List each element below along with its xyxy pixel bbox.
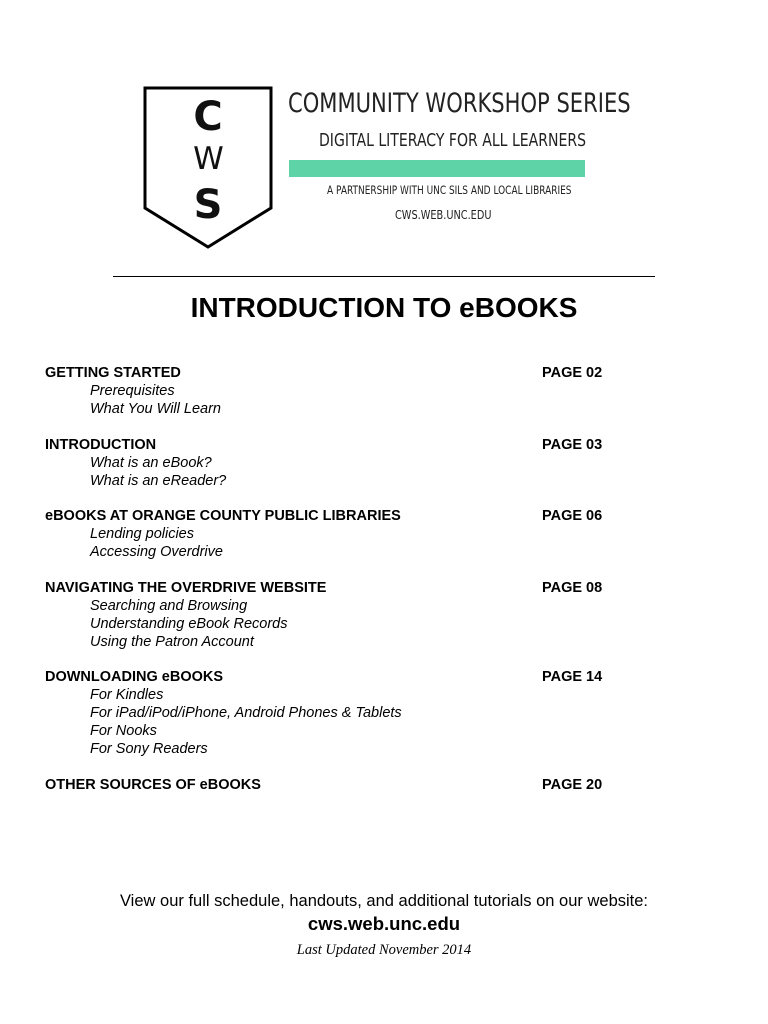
toc-section	[45, 507, 625, 561]
partner-line: A PARTNERSHIP WITH UNC SILS AND LOCAL LIBRARIES	[327, 183, 572, 197]
last-updated: Last Updated November 2014	[296, 942, 472, 958]
toc-section-header	[45, 507, 625, 525]
toc-subtopic: What is an eReader?	[90, 472, 227, 489]
toc-section	[45, 668, 625, 758]
series-subtitle: DIGITAL LITERACY FOR ALL LEARNERS	[319, 130, 587, 151]
cws-logo-letters	[143, 0, 273, 260]
toc-section-title: DOWNLOADING eBOOKS	[45, 669, 224, 685]
toc-subtopic: What You Will Learn	[90, 401, 221, 417]
logo-letter-c: C	[193, 94, 223, 140]
footer-text: View our full schedule, handouts, and additional tutorials on our website:	[119, 892, 649, 910]
toc-section-header	[45, 776, 625, 794]
header-divider	[113, 276, 655, 277]
toc-subtopic: Prerequisites	[90, 383, 175, 399]
toc-subtopic: What is an eBook?	[90, 454, 212, 471]
toc-section-title: GETTING STARTED	[45, 365, 181, 381]
toc-subtopic: Lending policies	[90, 526, 194, 542]
toc-page-number: PAGE 20	[542, 776, 603, 793]
toc-subtopic: For Nooks	[90, 723, 157, 739]
toc-section-header	[45, 579, 625, 597]
toc-section-title: INTRODUCTION	[45, 436, 157, 453]
series-title: COMMUNITY WORKSHOP SERIES	[288, 88, 631, 119]
toc-section-title: OTHER SOURCES OF eBOOKS	[45, 776, 261, 793]
toc-section	[45, 776, 625, 794]
toc-section-header	[45, 668, 625, 686]
toc-section	[45, 579, 625, 651]
logo-letter-s: S	[193, 182, 223, 228]
toc-page-number: PAGE 02	[542, 365, 603, 381]
toc-page-number: PAGE 08	[542, 579, 603, 596]
toc-subtopic: Searching and Browsing	[90, 597, 248, 614]
toc-subtopic: For iPad/iPod/iPhone, Android Phones & Tablets	[90, 705, 402, 721]
toc-section	[45, 364, 625, 418]
toc-page-number: PAGE 06	[542, 508, 603, 524]
toc-subtopic: Accessing Overdrive	[90, 544, 223, 560]
toc-section-header	[45, 436, 625, 454]
toc-section-title: eBOOKS AT ORANGE COUNTY PUBLIC LIBRARIES	[45, 508, 401, 524]
toc-page-number: PAGE 03	[542, 436, 603, 453]
page-title: INTRODUCTION TO eBOOKS	[190, 292, 578, 323]
accent-bar	[289, 160, 585, 177]
toc-section-title: NAVIGATING THE OVERDRIVE WEBSITE	[45, 579, 327, 596]
table-of-contents	[45, 364, 625, 811]
toc-page-number: PAGE 14	[542, 669, 603, 685]
toc-section	[45, 436, 625, 490]
header-url[interactable]: CWS.WEB.UNC.EDU	[395, 207, 492, 222]
toc-subtopic: Understanding eBook Records	[90, 615, 288, 632]
toc-section-header	[45, 364, 625, 382]
toc-subtopic: For Kindles	[90, 687, 164, 703]
toc-subtopic: For Sony Readers	[90, 741, 208, 757]
footer-url[interactable]: cws.web.unc.edu	[307, 913, 461, 934]
toc-subtopic: Using the Patron Account	[90, 633, 254, 650]
logo-letter-w: W	[193, 141, 223, 177]
